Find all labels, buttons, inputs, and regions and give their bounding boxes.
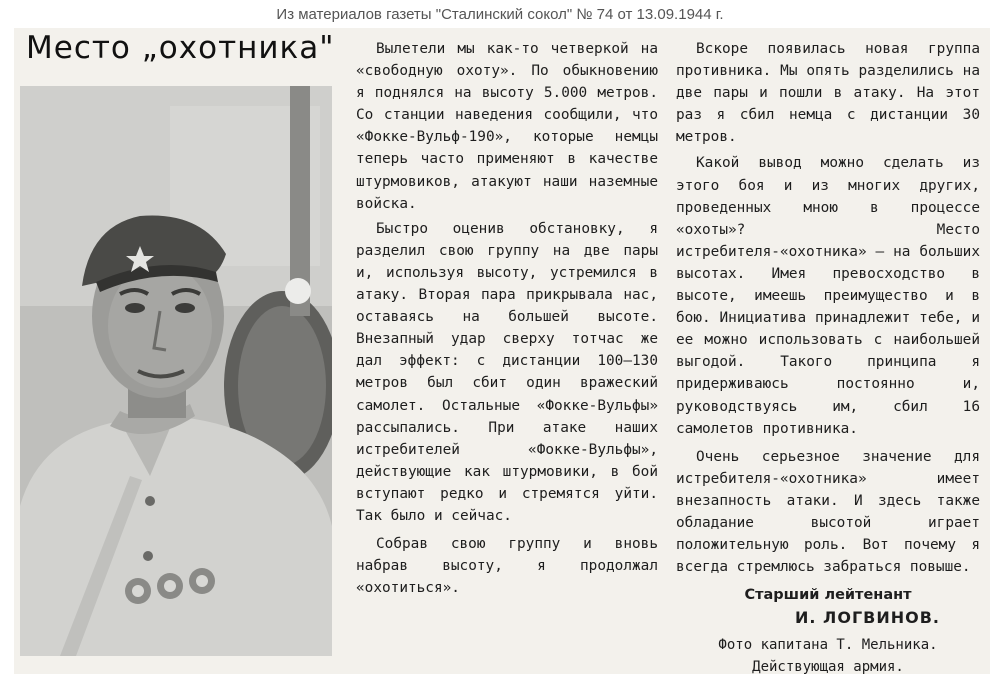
photo-credit: Фото капитана Т. Мельника. (718, 637, 938, 654)
author-rank: Старший лейтенант (744, 587, 912, 604)
paragraph: Быстро оценив обстановку, я разделил свою группу на две пары и, используя высоту, устремился в атаку. Вторая пара прикрывала нас, оставаясь на большей высоте. Внезапный удар сверху тотчас же дал эффект: с дистанции 100—130 метров был сбит один вражеский самолет. Остальные «Фокке-Вульфы» рассыпались. При атаке наших истребителей «Фокке-Вульфы», действующие как штурмовики, в бой вступают редко и стремятся уйти. Так было и сейчас. (356, 220, 658, 524)
paragraph: Собрав свою группу и вновь набрав высоту, я продолжал «охотиться». (356, 536, 658, 597)
newspaper-clipping (14, 28, 990, 674)
article-column-1 (356, 38, 658, 599)
army-credit: Действующая армия. (752, 659, 904, 676)
paragraph: Очень серьезное значение для истребителя-«охотника» имеет внезапность атаки. И здесь также обладание высотой играет положительную роль. Вот почему я всегда стремлюсь забраться повыше. (676, 448, 980, 576)
soldier-portrait-illustration (20, 86, 332, 656)
paragraph: Вылетели мы как-то четверкой на «свободную охоту». По обыкновению я поднялся на высоту 5.000 метров. Со станции наведения сообщили, что «Фокке-Вульф-190», которые немцы теперь часто применяют в качестве штурмовиков, атакуют наши наземные войска. (356, 41, 658, 212)
paragraph: Вскоре появилась новая группа противника. Мы опять разделились на две пары и пошли в атаку. На этот раз я сбил немца с дистанции 30 метров. (676, 41, 980, 146)
author-name: И. ЛОГВИНОВ. (795, 608, 940, 628)
paragraph: Какой вывод можно сделать из этого боя и из многих других, проведенных мною в процессе «охоты»? Место истребителя-«охотника» — на больших высотах. Имея превосходство в высоте, имеешь преимущество и в бою. Инициатива принадлежит тебе, и ее можно использовать с наибольшей выгодой. Такого принципа я придерживаюсь постоянно и, руководствуясь им, сбил 16 самолетов противника. (676, 155, 980, 437)
source-line: Из материалов газеты "Сталинский сокол" № 74 от 13.09.1944 г. (276, 6, 724, 23)
soldier-portrait-photo (20, 86, 332, 656)
article-column-2 (676, 38, 980, 678)
headline: Место „охотника" (26, 30, 335, 66)
